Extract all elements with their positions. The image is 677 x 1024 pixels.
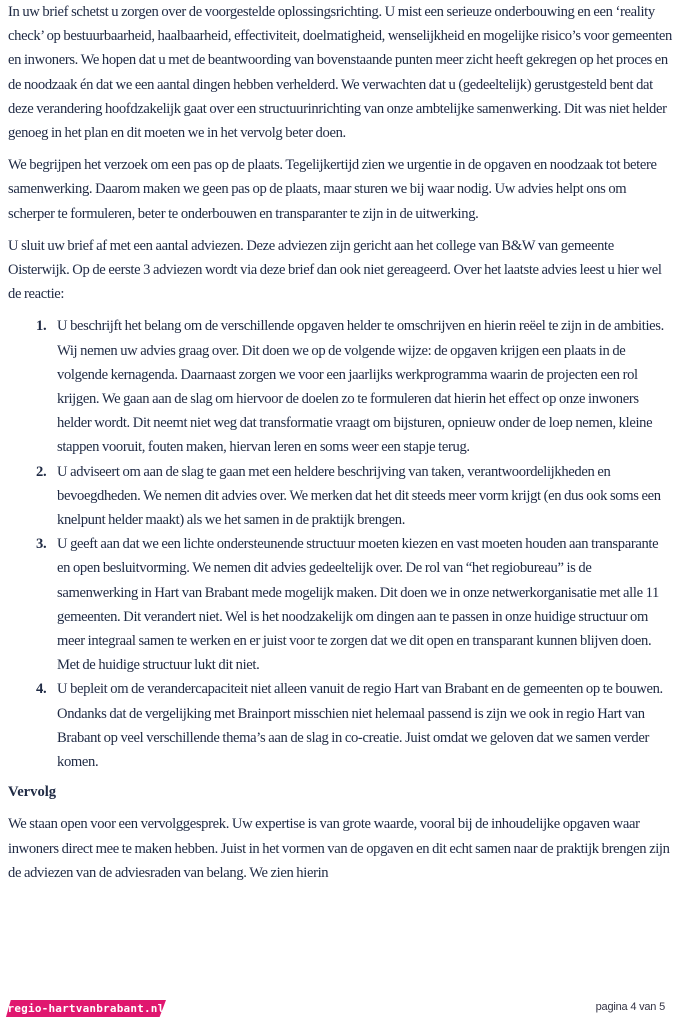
- paragraph-advice-intro: U sluit uw brief af met een aantal adviezen. Deze adviezen zijn gericht aan het college van B&W van gemeente Oisterwijk. Op de eerste 3 adviezen wordt via deze brief dan ook niet gereageerd. Over het laatste advies leest u hier wel de reactie:: [8, 237, 662, 303]
- page-number: pagina 4 van 5: [595, 1001, 665, 1013]
- list-item-text: U bepleit om de verandercapaciteit niet alleen vanuit de regio Hart van Brabant en de gemeenten op te bouwen. Ondanks dat de vergelijking met Brainport misschien niet helemaal passend is zijn we ook in regio Hart van Brabant op veel verschillende thema’s aan de slag in co-creatie. Juist omdat we geloven dat we samen verder komen.: [57, 681, 663, 771]
- document-body: [8, 0, 672, 893]
- logo-text: regio-hartvanbrabant.nl: [7, 1002, 165, 1015]
- list-item: [8, 532, 672, 677]
- paragraph-follow-up: We staan open voor een vervolggesprek. Uw expertise is van grote waarde, vooral bij de inhoudelijke opgaven waar inwoners direct mee te maken hebben. Juist in het vormen van de opgaven en dit echt samen naar de praktijk brengen zijn de adviezen van de adviesraden van belang. We zien hierin: [8, 816, 670, 881]
- list-item-text: U beschrijft het belang om de verschillende opgaven helder te omschrijven en hierin reëel te zijn in de ambities. Wij nemen uw advies graag over. Dit doen we op de volgende wijze: de opgaven krijgen een plaats in de volgende kernagenda. Daarnaast zorgen we voor een jaarlijks werkprogramma waarin de projecten een rol krijgen. We gaan aan de slag om hiervoor de doelen zo te formuleren dat hierin het effect op onze inwoners helder wordt. Dit neemt niet weg dat transformatie vraagt om bijsturen, opnieuw onder de loep nemen, kleine stappen vooruit, fouten maken, hiervan leren en soms weer een stapje terug.: [57, 318, 664, 456]
- list-item: [8, 677, 672, 774]
- list-item: [8, 460, 672, 533]
- footer-logo-link[interactable]: [6, 1000, 166, 1017]
- paragraph-concerns: In uw brief schetst u zorgen over de voorgestelde oplossingsrichting. U mist een serieuze onderbouwing en een ‘reality check’ op bestuurbaarheid, haalbaarheid, effectiviteit, doelmatigheid, wenselijkheid en mogelijke risico’s voor gemeenten en inwoners. We hopen dat u met de beantwoording van bovenstaande punten meer zicht heeft gekregen op het proces en de noodzaak én dat we een aantal dingen hebben verhelderd. We verwachten dat u (gedeeltelijk) gerustgesteld bent dat deze verandering hoofdzakelijk gaat over een structuurinrichting van onze ambtelijke samenwerking. Dit was niet helder genoeg in het plan en dit moeten we in het vervolg beter doen.: [8, 4, 672, 142]
- advice-list: [8, 314, 672, 774]
- list-item-number: 2.: [36, 463, 47, 480]
- list-item-number: 4.: [36, 681, 47, 698]
- section-heading-vervolg: Vervolg: [8, 784, 57, 801]
- list-item-number: 3.: [36, 536, 47, 553]
- paragraph-request: We begrijpen het verzoek om een pas op de plaats. Tegelijkertijd zien we urgentie in de opgaven en noodzaak tot betere samenwerking. Daarom maken we geen pas op de plaats, maar sturen we bij waar nodig. Uw advies helpt ons om scherper te formuleren, beter te onderbouwen en transparanter te zijn in de uitwerking.: [8, 157, 657, 222]
- list-item: [8, 314, 672, 459]
- list-item-text: U geeft aan dat we een lichte ondersteunende structuur moeten kiezen en vast moeten houden aan transparante en open besluitvorming. We nemen dit advies gedeeltelijk over. De rol van “het regiobureau” is de samenwerking in Hart van Brabant mede mogelijk maken. Dit doen we in onze netwerkorganisatie met alle 11 gemeenten. Dit verandert niet. Wel is het noodzakelijk om dingen aan te passen in onze huidige structuur om meer integraal samen te werken en er juist voor te zorgen dat we dit open en transparant kunnen blijven doen. Met de huidige structuur lukt dit niet.: [57, 536, 659, 674]
- list-item-number: 1.: [36, 318, 47, 335]
- list-item-text: U adviseert om aan de slag te gaan met een heldere beschrijving van taken, verantwoordelijkheden en bevoegdheden. We nemen dit advies over. We merken dat het dit steeds meer vorm krijgt (en dus ook soms een knelpunt helder maakt) als we het samen in de praktijk brengen.: [57, 463, 661, 529]
